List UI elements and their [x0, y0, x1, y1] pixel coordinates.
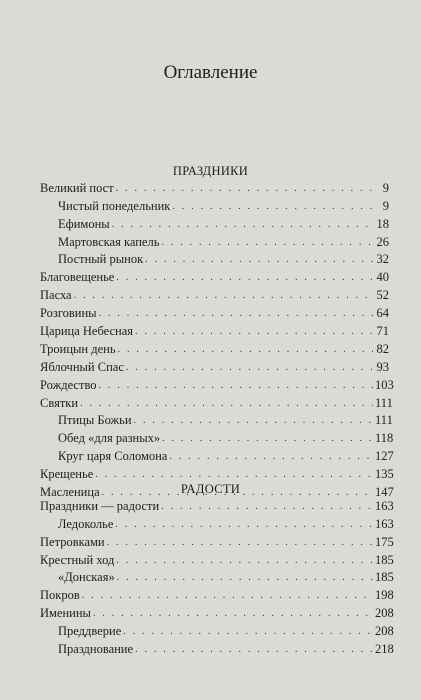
dot-leader [161, 499, 373, 514]
dot-leader [118, 342, 373, 357]
toc-entry-title: Постный рынок [58, 252, 144, 267]
toc-entry-title: Великий пост [40, 180, 114, 195]
toc-entry-page: 147 [375, 485, 394, 500]
toc-entry [40, 428, 394, 446]
toc-entry-page: 135 [375, 467, 394, 482]
toc-list [40, 496, 394, 657]
toc-entry-page: 127 [375, 449, 394, 464]
toc-entry-page: 185 [375, 552, 394, 567]
page-title: Оглавление [163, 62, 258, 83]
toc-entry-title: Святки [40, 395, 79, 410]
toc-entry-page: 9 [382, 180, 389, 195]
toc-entry [40, 178, 389, 196]
toc-entry [40, 532, 394, 550]
toc-entry [40, 375, 394, 393]
toc-entry [40, 514, 394, 532]
toc-entry-title: Рождество [40, 377, 97, 392]
toc-entry-title: Пасха [40, 288, 72, 303]
toc-list [40, 178, 394, 500]
toc-entry-title: Благовещенье [40, 270, 115, 285]
toc-entry-page: 93 [376, 359, 389, 374]
toc-entry-title: Петровками [40, 534, 105, 549]
dot-leader [99, 378, 373, 393]
toc-entry [40, 196, 389, 214]
toc-entry-title: «Донская» [58, 570, 115, 585]
toc-entry-page: 52 [376, 288, 389, 303]
toc-entry-title: Праздники — радости [40, 498, 160, 513]
toc-entry-title: Ледоколье [58, 516, 114, 531]
toc-entry [40, 550, 394, 568]
toc-entry-title: Крестный ход [40, 552, 115, 567]
toc-entry [40, 464, 394, 482]
toc-entry-title: Чистый понедельник [58, 198, 171, 213]
toc-entry-title: Мартовская капель [58, 234, 160, 249]
dot-leader [135, 642, 373, 657]
toc-entry-page: 163 [375, 498, 394, 513]
dot-leader [117, 570, 373, 585]
toc-entry-title: Обед «для разных» [58, 431, 161, 446]
toc-entry [40, 496, 394, 514]
toc-entry-page: 82 [376, 341, 389, 356]
toc-entry-title: Яблочный Спас [40, 359, 124, 374]
toc-entry [40, 250, 389, 268]
toc-entry [40, 393, 393, 411]
dot-leader [116, 181, 373, 196]
dot-leader [95, 467, 373, 482]
dot-leader [134, 413, 373, 428]
toc-entry [40, 321, 389, 339]
toc-entry-page: 163 [375, 516, 394, 531]
toc-entry-title: Крещенье [40, 467, 94, 482]
toc-entry-page: 111 [375, 395, 393, 410]
toc-entry [40, 639, 394, 657]
toc-entry [40, 339, 389, 357]
toc-entry-page: 71 [376, 324, 389, 339]
toc-entry-title: Розговины [40, 306, 97, 321]
dot-leader [107, 535, 373, 550]
section-heading: РАДОСТИ [180, 482, 241, 496]
toc-entry-page: 111 [375, 413, 393, 428]
dot-leader [82, 588, 373, 603]
dot-leader [74, 288, 373, 303]
toc-entry-page: 218 [375, 642, 394, 657]
toc-entry [40, 603, 394, 621]
dot-leader [93, 606, 373, 621]
dot-leader [112, 217, 373, 232]
toc-entry-page: 26 [376, 234, 389, 249]
dot-leader [145, 252, 373, 267]
toc-entry-title: Троицын день [40, 341, 116, 356]
toc-entry-page: 32 [376, 252, 389, 267]
dot-leader [99, 306, 373, 321]
section-heading: ПРАЗДНИКИ [172, 164, 249, 178]
toc-entry-title: Покров [40, 588, 80, 603]
dot-leader [80, 396, 373, 411]
toc-entry-title: Масленица [40, 485, 100, 500]
toc-entry-title: Празднование [58, 642, 134, 657]
toc-entry [40, 285, 389, 303]
toc-entry-page: 9 [382, 198, 389, 213]
toc-entry-page: 185 [375, 570, 394, 585]
toc-entry [40, 411, 393, 429]
toc-entry [40, 303, 389, 321]
dot-leader [115, 517, 373, 532]
toc-entry-page: 118 [375, 431, 394, 446]
toc-entry-page: 175 [375, 534, 394, 549]
toc-entry-title: Царица Небесная [40, 324, 134, 339]
toc-entry-title: Именины [40, 606, 91, 621]
dot-leader [169, 449, 373, 464]
dot-leader [123, 624, 373, 639]
toc-entry-title: Птицы Божьи [58, 413, 132, 428]
toc-entry [40, 267, 389, 285]
dot-leader [116, 553, 373, 568]
toc-entry [40, 446, 394, 464]
toc-entry [40, 232, 389, 250]
dot-leader [172, 199, 373, 214]
toc-entry-page: 103 [375, 377, 394, 392]
toc-entry-page: 208 [375, 606, 394, 621]
dot-leader [162, 431, 373, 446]
toc-entry-page: 64 [376, 306, 389, 321]
dot-leader [161, 235, 373, 250]
toc-entry-title: Преддверие [58, 624, 122, 639]
toc-entry [40, 621, 394, 639]
dot-leader [116, 270, 373, 285]
toc-entry-title: Круг царя Соломона [58, 449, 168, 464]
toc-entry [40, 214, 389, 232]
toc-entry-page: 18 [376, 216, 389, 231]
toc-entry [40, 568, 394, 586]
toc-entry [40, 585, 394, 603]
dot-leader [135, 324, 373, 339]
toc-entry [40, 357, 389, 375]
dot-leader [126, 360, 373, 375]
toc-entry-title: Ефимоны [58, 216, 110, 231]
toc-entry-page: 40 [376, 270, 389, 285]
toc-entry-page: 208 [375, 624, 394, 639]
toc-entry-page: 198 [375, 588, 394, 603]
